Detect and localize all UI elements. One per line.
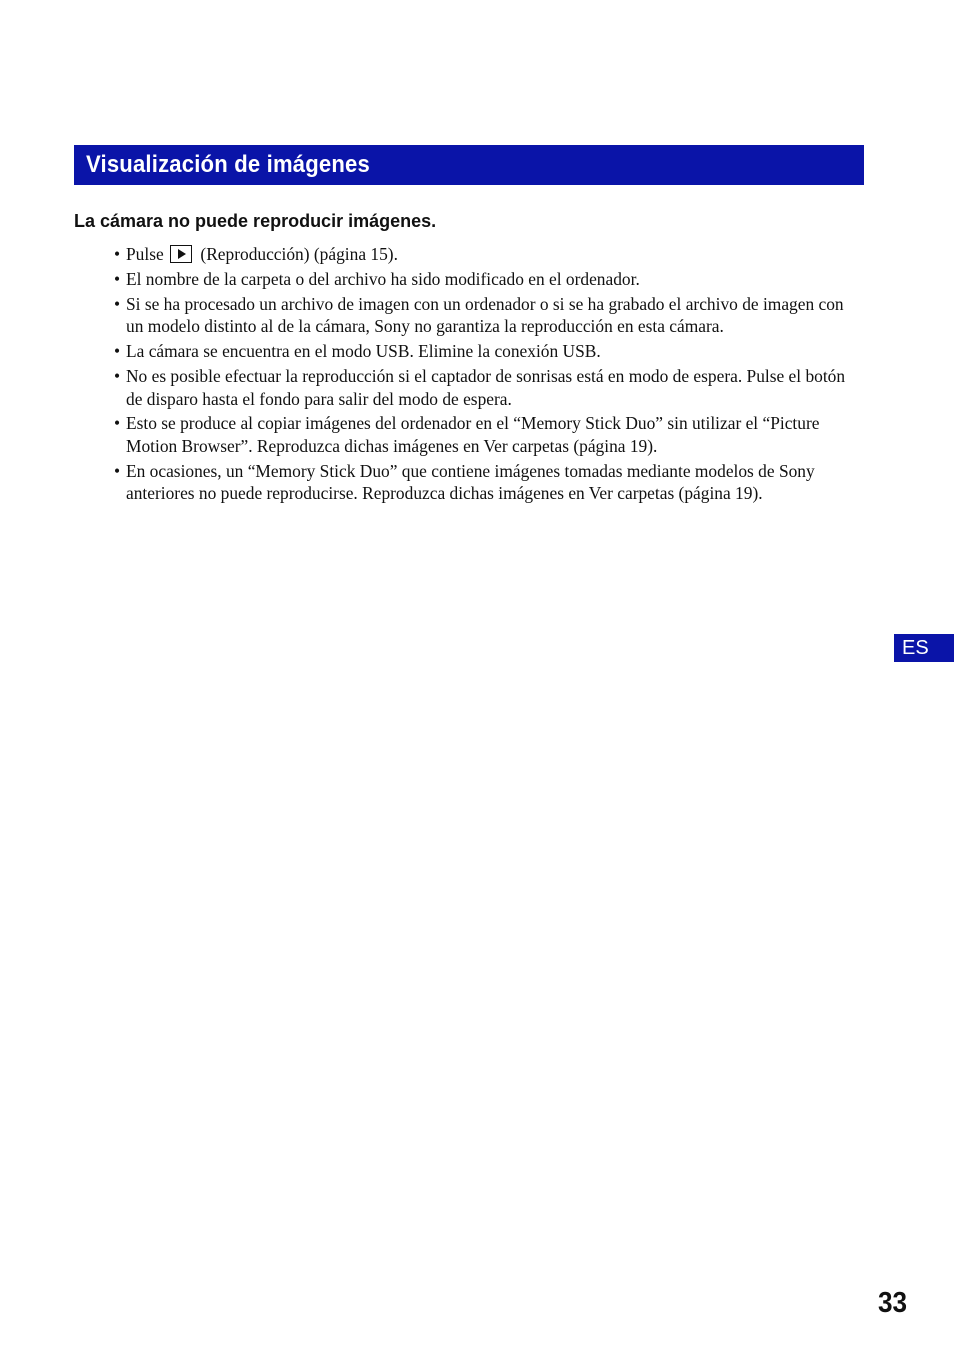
page-number: 33 — [878, 1287, 908, 1319]
list-item — [114, 243, 864, 266]
list-item-text: Si se ha procesado un archivo de imagen con un ordenador o si se ha grabado el archivo de imagen con un modelo distinto al de la cámara, Sony no garantiza la reproducción en esta cámara. — [126, 293, 844, 337]
list-item-text: Esto se produce al copiar imágenes del ordenador en el “Memory Stick Duo” sin utilizar el “Picture Motion Browser”. Reproduzca dichas imágenes en Ver carpetas (página 19). — [126, 413, 820, 456]
list-item-text: La cámara se encuentra en el modo USB. Elimine la conexión USB. — [126, 341, 601, 362]
list-item-text: En ocasiones, un “Memory Stick Duo” que contiene imágenes tomadas mediante modelos de Sony anteriores no puede reproducirse. Reproduzca dichas imágenes en Ver carpetas (página 19). — [126, 460, 815, 504]
bullet-dot: • — [114, 341, 121, 362]
list-item-text: Pulse — [126, 244, 164, 264]
solution-list — [114, 243, 864, 507]
bullet-dot: • — [114, 366, 121, 387]
list-item — [114, 412, 864, 457]
language-tab-label: ES — [902, 636, 929, 659]
bullet-dot: • — [114, 460, 121, 481]
problem-heading: La cámara no puede reproducir imágenes. — [74, 211, 437, 231]
bullet-dot: • — [114, 413, 121, 434]
list-item — [114, 365, 864, 410]
list-item — [114, 340, 864, 363]
bullet-dot: • — [114, 268, 121, 289]
list-item-text: El nombre de la carpeta o del archivo ha sido modificado en el ordenador. — [126, 268, 640, 289]
list-item-text: No es posible efectuar la reproducción si el captador de sonrisas está en modo de espera. Pulse el botón de disparo hasta el fondo para salir del modo de espera. — [126, 366, 846, 409]
list-item — [114, 293, 864, 338]
bullet-dot: • — [114, 293, 121, 314]
language-tab — [894, 634, 954, 662]
section-title: Visualización de imágenes — [86, 151, 370, 178]
list-item — [114, 268, 864, 291]
list-item — [114, 460, 864, 505]
section-header — [74, 145, 864, 185]
play-icon — [170, 245, 192, 263]
bullet-dot: • — [114, 244, 121, 264]
list-item-text: (Reproducción) (página 15). — [200, 244, 398, 264]
